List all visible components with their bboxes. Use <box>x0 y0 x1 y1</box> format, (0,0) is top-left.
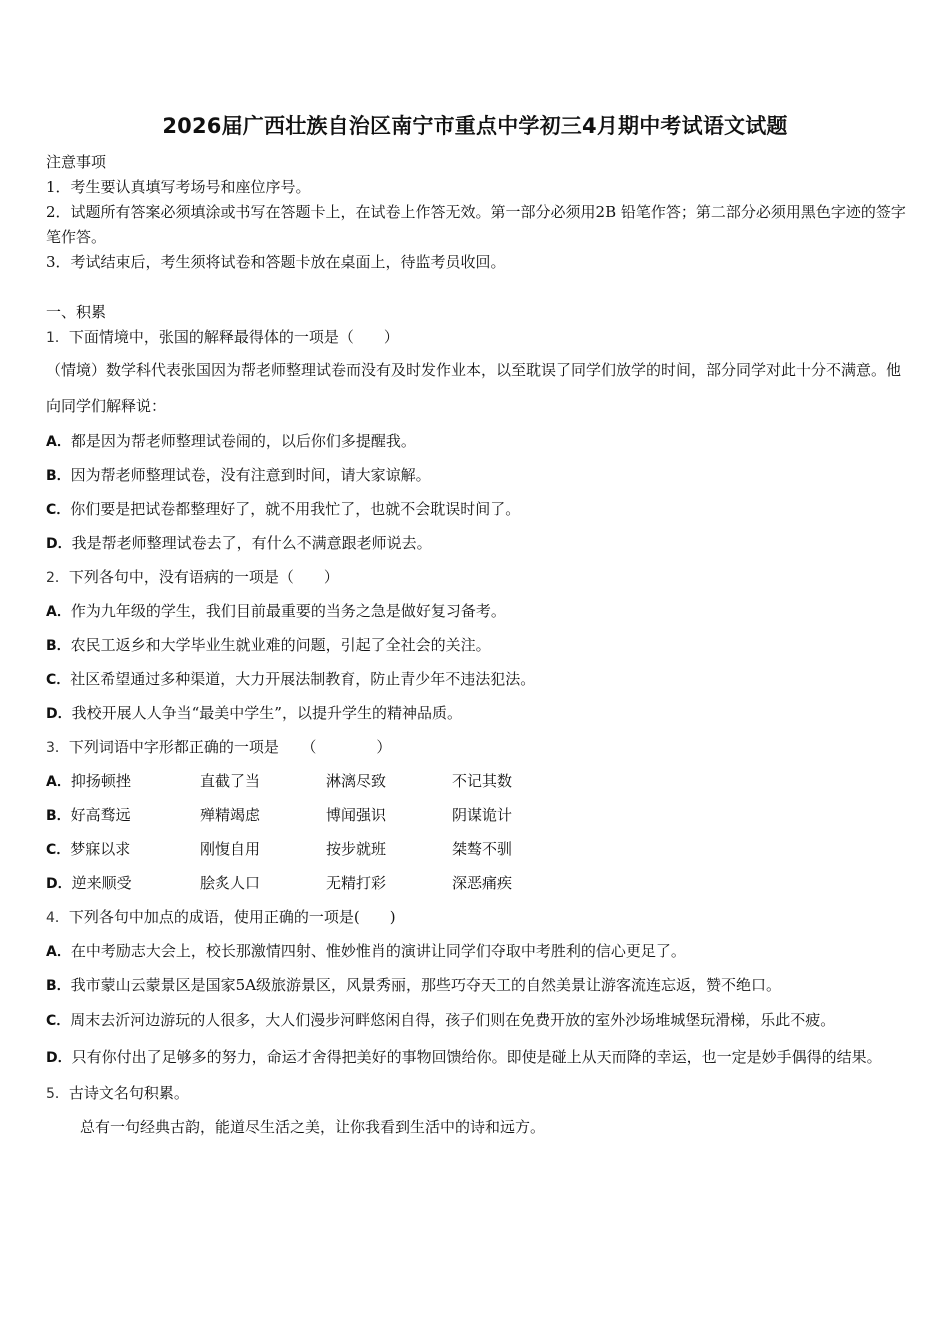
option-a: A．在中考励志大会上，校长那激情四射、惟妙惟肖的演讲让同学们夺取中考胜利的信心更足了。 <box>46 942 686 960</box>
question-stem: 下面情境中，张国的解释最得体的一项是（ ） <box>68 328 399 346</box>
option-d: D．我是帮老师整理试卷去了，有什么不满意跟老师说去。 <box>46 534 432 552</box>
question-2 <box>46 560 908 594</box>
question-5-intro: 总有一句经典古韵，能道尽生活之美，让你我看到生活中的诗和远方。 <box>80 1118 546 1136</box>
question-number: 2． <box>46 570 69 586</box>
option-d: D．逆来顺受 脍炙人口 无精打彩 深恶痛疾 <box>46 874 513 892</box>
section-heading: 一、积累 <box>46 303 107 321</box>
questions-section <box>46 300 908 1144</box>
question-stem: 下列词语中字形都正确的一项是 （ ） <box>68 738 392 756</box>
option-c: C．你们要是把试卷都整理好了，就不用我忙了，也就不会耽误时间了。 <box>46 500 521 518</box>
option-b: B．好高骛远 殚精竭虑 博闻强识 阴谋诡计 <box>46 806 513 824</box>
question-number: 5． <box>46 1086 69 1102</box>
notice-item-2: 2．试题所有答案必须填涂或书写在答题卡上，在试卷上作答无效。第一部分必须用2B 铅笔作答；第二部分必须用黑色字迹的签字笔作答。 <box>46 203 906 246</box>
question-5 <box>46 1076 908 1110</box>
option-b: B．农民工返乡和大学毕业生就业难的问题，引起了全社会的关注。 <box>46 636 491 654</box>
option-c: C．社区希望通过多种渠道，大力开展法制教育，防止青少年不违法犯法。 <box>46 670 536 688</box>
question-number: 3． <box>46 740 69 756</box>
option-a: A．都是因为帮老师整理试卷闹的，以后你们多提醒我。 <box>46 432 416 450</box>
notice-heading: 注意事项 <box>46 153 107 171</box>
option-d: D．我校开展人人争当“最美中学生”，以提升学生的精神品质。 <box>46 704 462 722</box>
question-number: 4． <box>46 910 69 926</box>
page-title: 2026届广西壮族自治区南宁市重点中学初三4月期中考试语文试题 <box>162 114 788 138</box>
question-stem: 下列各句中加点的成语，使用正确的一项是( ) <box>68 908 396 926</box>
question-1-context: （情境）数学科代表张国因为帮老师整理试卷而没有及时发作业本，以至耽误了同学们放学的时间，部分同学对此十分不满意。他向同学们解释说： <box>46 361 902 415</box>
question-stem: 下列各句中，没有语病的一项是（ ） <box>68 568 339 586</box>
notice-item-3: 3．考试结束后，考生须将试卷和答题卡放在桌面上，待监考员收回。 <box>46 253 506 271</box>
question-3 <box>46 730 908 764</box>
notice-item-1: 1．考生要认真填写考场号和座位序号。 <box>46 178 311 196</box>
question-1 <box>46 325 908 350</box>
option-b: B．因为帮老师整理试卷，没有注意到时间，请大家谅解。 <box>46 466 431 484</box>
option-c: C．梦寐以求 刚愎自用 按步就班 桀骜不驯 <box>46 840 513 858</box>
option-b: B．我市蒙山云蒙景区是国家5A级旅游景区，风景秀丽，那些巧夺天工的自然美景让游客流连忘返，赞不绝口。 <box>46 976 782 994</box>
option-d: D．只有你付出了足够多的努力，命运才舍得把美好的事物回馈给你。即使是碰上从天而降的幸运，也一定是妙手偶得的结果。 <box>46 1048 882 1066</box>
question-number: 1． <box>46 330 69 346</box>
question-4 <box>46 900 908 934</box>
notice-section <box>46 150 908 275</box>
option-c: C．周末去沂河边游玩的人很多，大人们漫步河畔悠闲自得，孩子们则在免费开放的室外沙场堆城堡玩滑梯，乐此不疲。 <box>46 1011 836 1029</box>
question-stem: 古诗文名句积累。 <box>68 1084 189 1102</box>
option-a: A．抑扬顿挫 直截了当 淋漓尽致 不记其数 <box>46 772 513 790</box>
option-a: A．作为九年级的学生，我们目前最重要的当务之急是做好复习备考。 <box>46 602 506 620</box>
